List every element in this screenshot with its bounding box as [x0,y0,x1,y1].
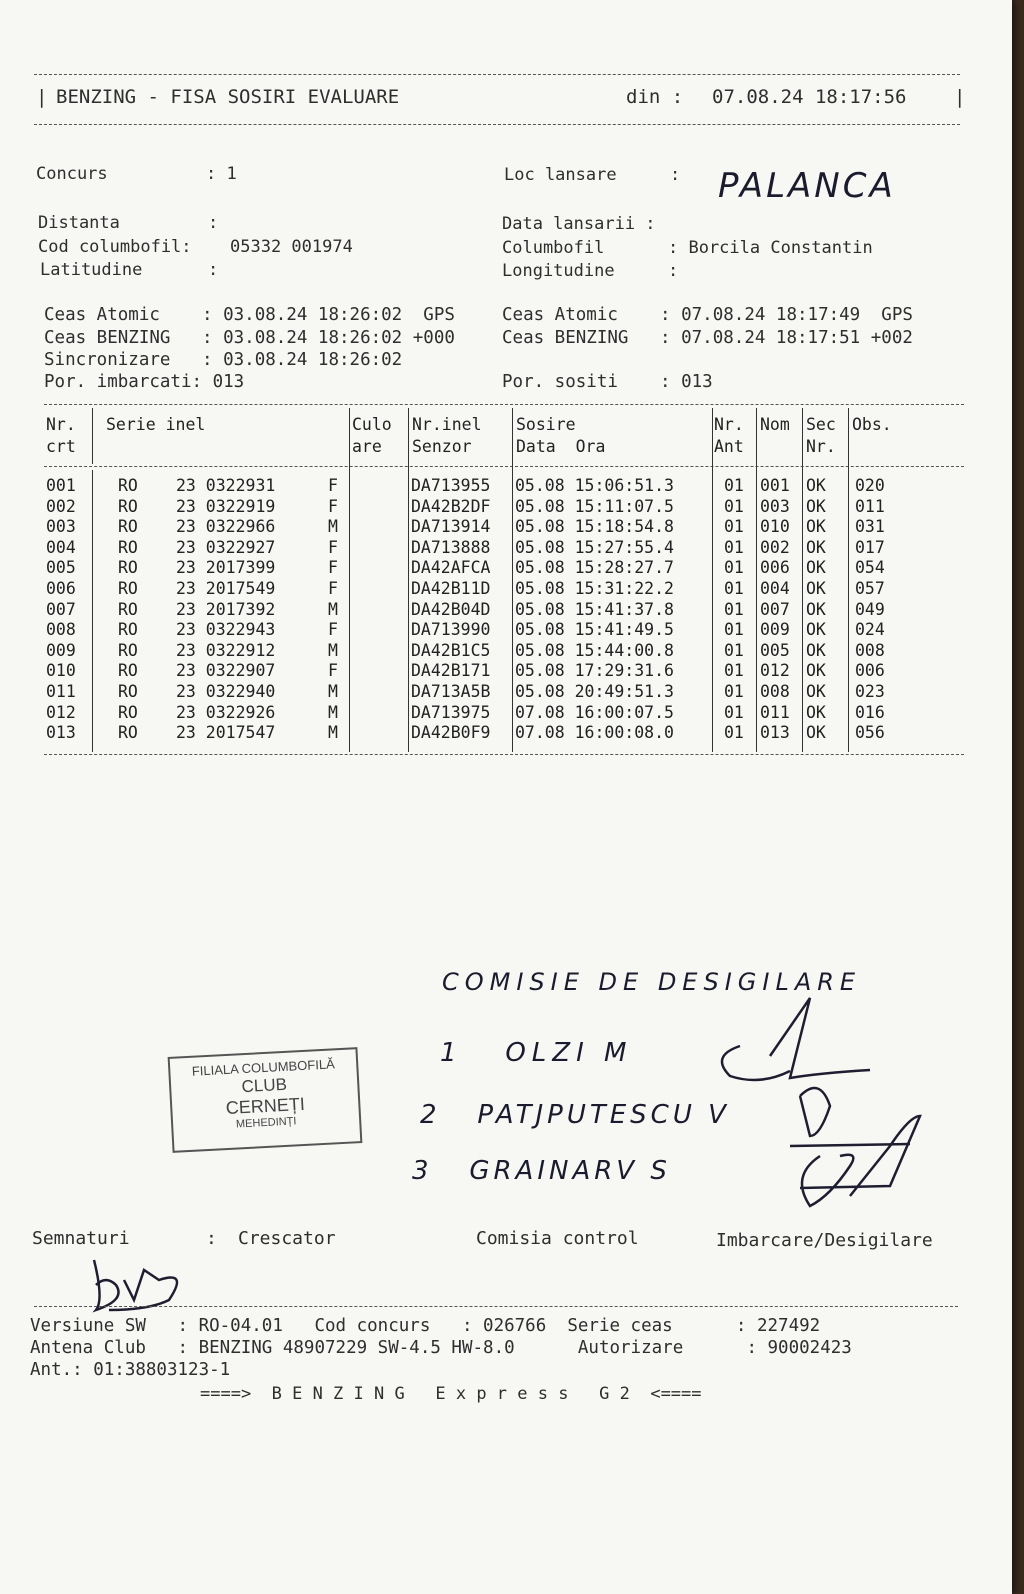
cell-senzor: DA42B11D [411,579,491,598]
cod-columbofil-label: Cod columbofil: [38,237,192,257]
handwritten-member-3: 3 GRAINARV S [412,1156,671,1186]
clock-right-2: Ceas BENZING : 07.08.24 18:17:51 +002 [502,328,913,348]
header-senzor: Senzor [412,437,472,456]
cell-ro: RO [118,682,138,701]
cell-ro: RO [118,537,138,557]
distanta-value: : [208,213,219,233]
col-divider [349,408,350,752]
cell-ro: RO [118,620,138,640]
header-obs: Obs. [852,415,892,434]
clock-left-2: Ceas BENZING : 03.08.24 18:26:02 +000 [44,328,455,348]
distanta-label: Distanta [38,213,120,233]
cell-nom: 001 [760,476,790,495]
cell-sosire: 05.08 15:27:55.4 [515,537,674,557]
latitudine-value: : [208,260,219,280]
cell-ant: 01 [724,723,744,743]
stamp-line-4: MEHEDINȚI [235,1115,297,1131]
clock-right-4: Por. sositi : 013 [502,372,713,392]
cell-obs: 016 [855,702,885,722]
cell-sex: F [328,496,338,516]
clock-left-1: Ceas Atomic : 03.08.24 18:26:02 GPS [44,305,455,325]
concurs-label: Concurs [36,164,108,184]
cell-nr: 007 [46,599,76,619]
cell-sosire: 05.08 15:41:49.5 [515,620,674,640]
table-top-rule [44,404,964,405]
col-divider [512,408,513,752]
cell-nr: 009 [46,640,76,660]
stamp-line-1: FILIALA COLUMBOFILĂ [191,1056,336,1079]
header-data-ora: Data Ora [516,437,606,456]
cell-nom: 002 [760,537,790,557]
cell-ant: 01 [724,517,744,537]
cell-ant: 01 [724,682,744,701]
cell-nr: 010 [46,661,76,681]
cell-ro: RO [118,496,138,516]
cell-sec: OK [806,661,826,681]
club-stamp [168,1047,363,1153]
clock-left-4: Por. imbarcati: 013 [44,372,245,392]
cell-inel: 23 0322907 [176,661,276,681]
cell-sec: OK [806,496,826,516]
header-nom: Nom [760,415,790,434]
signatures-label: Semnaturi [32,1228,130,1249]
cell-inel: 23 0322940 [176,682,276,701]
header-sosire: Sosire [516,415,576,434]
cell-ant: 01 [724,620,744,640]
cell-sosire: 05.08 15:31:22.2 [515,579,674,598]
cell-inel: 23 2017392 [176,599,276,619]
cell-obs: 006 [855,661,885,681]
clock-left-3: Sincronizare : 03.08.24 18:26:02 [44,350,403,370]
cell-ant: 01 [724,661,744,681]
signature-imbarcare-desigilare: Imbarcare/Desigilare [716,1230,933,1251]
cell-sex: M [328,517,338,537]
cell-ro: RO [118,723,138,743]
handwritten-member-1: 1 OLZI M [440,1038,633,1068]
cell-nom: 008 [760,682,790,701]
loc-lansare-sep: : [670,165,681,185]
col-divider [848,408,849,752]
data-lansarii-label: Data lansarii : [502,214,656,234]
longitudine-label: Longitudine [502,261,615,281]
breeder-signature-scribble [84,1250,204,1320]
col-divider [756,408,757,752]
cell-sex: F [328,661,338,681]
cell-sosire: 05.08 15:11:07.5 [515,496,674,516]
cell-sex: F [328,476,338,495]
cell-senzor: DA42B0F9 [411,723,491,743]
col-divider [712,408,713,752]
cell-inel: 23 0322943 [176,620,276,640]
table-header-rule [44,466,964,467]
cell-inel: 23 0322912 [176,640,276,660]
header-sec-1: Sec [806,415,836,434]
cell-sosire: 07.08 16:00:08.0 [515,723,674,743]
col-divider [408,408,409,752]
cell-sosire: 05.08 20:49:51.3 [515,682,674,701]
cell-inel: 23 0322927 [176,537,276,557]
cell-ro: RO [118,517,138,537]
cell-sex: F [328,558,338,578]
cell-sosire: 05.08 15:18:54.8 [515,517,674,537]
cell-sec: OK [806,723,826,743]
cell-sosire: 05.08 17:29:31.6 [515,661,674,681]
cell-obs: 049 [855,599,885,619]
cell-nr: 003 [46,517,76,537]
footer-line-2: Antena Club : BENZING 48907229 SW-4.5 HW-8.0 Autorizare : 90002423 [30,1338,852,1358]
cell-nr: 005 [46,558,76,578]
stamp-line-3: CERNEȚI [225,1093,306,1119]
header-top-rule [34,74,960,75]
cell-senzor: DA42B1C5 [411,640,491,660]
cell-sex: F [328,537,338,557]
cell-nr: 006 [46,579,76,598]
cell-obs: 057 [855,579,885,598]
header-nr: Nr. [46,415,76,434]
cell-nom: 003 [760,496,790,516]
cod-columbofil-value: 05332 001974 [230,237,353,257]
cell-nom: 005 [760,640,790,660]
header-culoare-2: are [352,437,382,456]
cell-ro: RO [118,702,138,722]
footer-rule [34,1306,958,1307]
col-divider [92,470,93,752]
cell-ro: RO [118,579,138,598]
cell-ant: 01 [724,640,744,660]
cell-sec: OK [806,620,826,640]
cell-nom: 007 [760,599,790,619]
cell-ant: 01 [724,579,744,598]
concurs-value: : 1 [206,164,237,184]
cell-nom: 004 [760,579,790,598]
cell-obs: 017 [855,537,885,557]
cell-nom: 006 [760,558,790,578]
cell-senzor: DA42AFCA [411,558,491,578]
cell-inel: 23 2017549 [176,579,276,598]
cell-inel: 23 2017399 [176,558,276,578]
cell-senzor: DA713990 [411,620,491,640]
clock-right-1: Ceas Atomic : 07.08.24 18:17:49 GPS [502,305,913,325]
cell-nr: 013 [46,723,76,743]
cell-nom: 010 [760,517,790,537]
cell-sex: M [328,599,338,619]
cell-ant: 01 [724,702,744,722]
signature-crescator: Crescator [238,1228,336,1249]
loc-lansare-handwritten: PALANCA [718,166,896,206]
date-label: din : [626,86,684,108]
col-divider [92,408,93,464]
cell-ro: RO [118,599,138,619]
cell-nr: 011 [46,682,76,701]
cell-obs: 020 [855,476,885,495]
cell-obs: 054 [855,558,885,578]
cell-ant: 01 [724,476,744,495]
date-value: 07.08.24 18:17:56 [712,86,907,108]
cell-sec: OK [806,682,826,701]
header-serie-inel: Serie inel [106,415,206,434]
cell-sex: F [328,620,338,640]
cell-inel: 23 0322931 [176,476,276,495]
cell-inel: 23 0322919 [176,496,276,516]
cell-inel: 23 2017547 [176,723,276,743]
cell-inel: 23 0322966 [176,517,276,537]
cell-ro: RO [118,640,138,660]
columbofil-value: : Borcila Constantin [668,238,873,258]
footer-line-1: Versiune SW : RO-04.01 Cod concurs : 026766 Serie ceas : 227492 [30,1316,821,1336]
cell-obs: 011 [855,496,885,516]
cell-obs: 056 [855,723,885,743]
signature-comisia-control: Comisia control [476,1228,639,1249]
cell-sosire: 05.08 15:28:27.7 [515,558,674,578]
cell-sec: OK [806,599,826,619]
header-bottom-rule [34,124,960,125]
cell-nr: 002 [46,496,76,516]
cell-nr: 001 [46,476,76,495]
longitudine-value: : [668,261,679,281]
signatures-sep: : [206,1228,217,1249]
cell-sec: OK [806,702,826,722]
cell-sex: F [328,579,338,598]
cell-ant: 01 [724,599,744,619]
cell-senzor: DA42B04D [411,599,491,619]
cell-sex: M [328,640,338,660]
cell-senzor: DA713914 [411,517,491,537]
cell-sex: M [328,702,338,722]
cell-ant: 01 [724,496,744,516]
cell-senzor: DA713A5B [411,682,491,701]
cell-obs: 023 [855,682,885,701]
commission-signatures-scribble [700,996,960,1226]
footer-line-4: ====> B E N Z I N G E x p r e s s G 2 <==== [200,1384,702,1404]
columbofil-label: Columbofil [502,238,605,258]
cell-ro: RO [118,476,138,495]
cell-ro: RO [118,558,138,578]
header-nr-ant-2: Ant [714,437,744,456]
header-left-bar: | [36,86,48,108]
cell-senzor: DA42B2DF [411,496,491,516]
cell-sec: OK [806,558,826,578]
footer-line-3: Ant.: 01:38803123-1 [30,1360,231,1380]
cell-sex: M [328,723,338,743]
cell-ant: 01 [724,537,744,557]
cell-sec: OK [806,476,826,495]
table-bottom-rule [44,754,964,755]
cell-sec: OK [806,517,826,537]
cell-nom: 011 [760,702,790,722]
cell-nr: 008 [46,620,76,640]
cell-sec: OK [806,579,826,598]
cell-sosire: 07.08 16:00:07.5 [515,702,674,722]
cell-sosire: 05.08 15:41:37.8 [515,599,674,619]
loc-lansare-label: Loc lansare [504,165,617,185]
cell-sec: OK [806,537,826,557]
cell-senzor: DA713955 [411,476,491,495]
cell-inel: 23 0322926 [176,702,276,722]
stamp-line-2: CLUB [241,1074,288,1097]
header-right-bar: | [954,86,966,108]
cell-nom: 012 [760,661,790,681]
cell-nom: 013 [760,723,790,743]
handwritten-member-2: 2 PATJPUTESCU V [420,1100,730,1130]
header-nr-ant-1: Nr. [714,415,744,434]
header-culoare-1: Culo [352,415,392,434]
cell-sec: OK [806,640,826,660]
header-crt: crt [46,437,76,456]
cell-obs: 024 [855,620,885,640]
latitudine-label: Latitudine [40,260,143,280]
cell-senzor: DA713888 [411,537,491,557]
cell-obs: 031 [855,517,885,537]
header-nr-inel: Nr.inel [412,415,482,434]
handwritten-commission-heading: COMISIE DE DESIGILARE [442,968,862,996]
cell-nom: 009 [760,620,790,640]
cell-ro: RO [118,661,138,681]
document-title: BENZING - FISA SOSIRI EVALUARE [56,86,400,108]
cell-obs: 008 [855,640,885,660]
cell-senzor: DA42B171 [411,661,491,681]
cell-sex: M [328,682,338,701]
col-divider [802,408,803,752]
cell-senzor: DA713975 [411,702,491,722]
cell-sosire: 05.08 15:44:00.8 [515,640,674,660]
header-sec-2: Nr. [806,437,836,456]
cell-nr: 012 [46,702,76,722]
cell-nr: 004 [46,537,76,557]
cell-ant: 01 [724,558,744,578]
cell-sosire: 05.08 15:06:51.3 [515,476,674,495]
